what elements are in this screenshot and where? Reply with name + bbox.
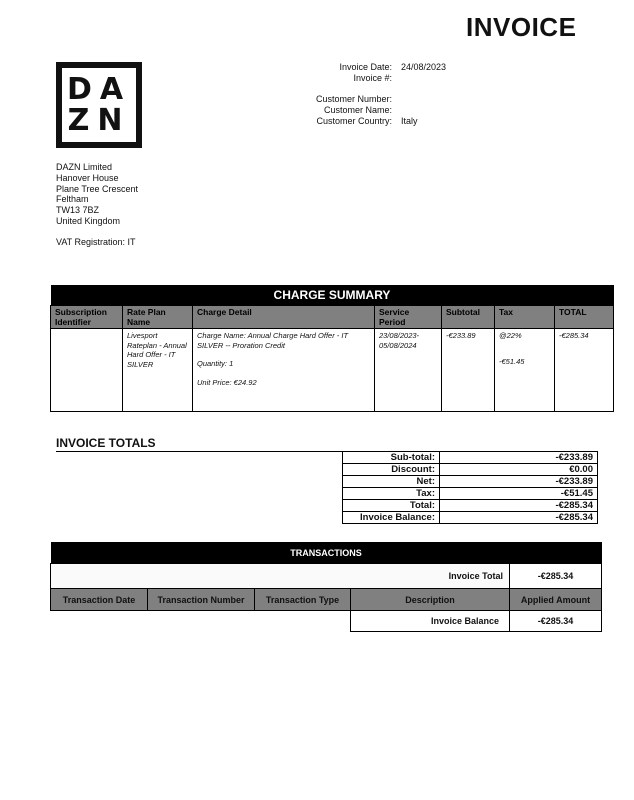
invoice-total-label: Invoice Total: [351, 564, 510, 589]
customer-country-label: Customer Country:: [316, 116, 392, 126]
address-line: Feltham: [56, 194, 89, 205]
col-total: TOTAL: [555, 306, 614, 329]
charge-summary-table: [50, 285, 614, 412]
customer-name-label: Customer Name:: [323, 105, 392, 115]
col-applied-amount: Applied Amount: [510, 589, 602, 611]
totals-label: Total:: [343, 500, 440, 512]
vat-registration: VAT Registration: IT: [56, 237, 136, 247]
col-transaction-number: Transaction Number: [148, 589, 255, 611]
transactions-table: [50, 542, 602, 632]
totals-row: [343, 500, 598, 512]
tax-amount: -€51.45: [499, 356, 525, 366]
col-charge-detail: Charge Detail: [193, 306, 375, 329]
customer-meta: [242, 94, 418, 127]
invoice-number-label: Invoice #:: [353, 73, 392, 83]
charge-name: Charge Name: Annual Charge Hard Offer - IT SILVER -- Proration Credit: [197, 331, 349, 350]
invoice-totals-title: INVOICE TOTALS: [56, 436, 342, 452]
totals-row: [343, 464, 598, 476]
invoice-balance-value: -€285.34: [510, 611, 602, 632]
service-period-cell: 23/08/2023-05/08/2024: [375, 329, 442, 412]
totals-row: [343, 476, 598, 488]
invoice-date-value: 24/08/2023: [401, 62, 447, 72]
col-subtotal: Subtotal: [442, 306, 495, 329]
logo-line-1: DA: [66, 72, 132, 107]
transactions-title: TRANSACTIONS: [51, 542, 602, 564]
tax-rate: @22%: [499, 331, 522, 340]
totals-label: Invoice Balance:: [343, 512, 440, 524]
col-subscription-identifier: Subscription Identifier: [51, 306, 123, 329]
totals-value: -€233.89: [440, 476, 598, 488]
address-line: TW13 7BZ: [56, 205, 100, 216]
totals-value: €0.00: [440, 464, 598, 476]
address-line: DAZN Limited: [56, 162, 113, 172]
col-transaction-type: Transaction Type: [255, 589, 351, 611]
address-line: Plane Tree Crescent: [56, 183, 139, 194]
address-line: United Kingdom: [56, 215, 121, 226]
col-service-period: Service Period: [375, 306, 442, 329]
customer-number-label: Customer Number:: [315, 94, 392, 104]
logo-line-2: ZN: [67, 103, 131, 138]
invoice-totals-table: [342, 451, 598, 524]
totals-value: -€233.89: [440, 452, 598, 464]
totals-value: -€285.34: [440, 512, 598, 524]
totals-label: Net:: [343, 476, 440, 488]
invoice-meta: [242, 62, 446, 84]
totals-row: [343, 488, 598, 500]
invoice-total-value: -€285.34: [510, 564, 602, 589]
totals-label: Sub-total:: [343, 452, 440, 464]
col-tax: Tax: [495, 306, 555, 329]
rate-plan-cell: Livesport Rateplan - Annual Hard Offer - IT SILVER: [123, 329, 193, 412]
totals-value: -€51.45: [440, 488, 598, 500]
tax-cell: [495, 329, 555, 412]
subtotal-cell: -€233.89: [442, 329, 495, 412]
quantity: Quantity: 1: [197, 359, 234, 368]
totals-value: -€285.34: [440, 500, 598, 512]
invoice-balance-label: Invoice Balance: [351, 611, 510, 632]
invoice-date-label: Invoice Date:: [339, 62, 392, 72]
totals-row: [343, 452, 598, 464]
invoice-title: INVOICE: [466, 12, 577, 42]
totals-row: [343, 512, 598, 524]
col-description: Description: [351, 589, 510, 611]
totals-label: Tax:: [343, 488, 440, 500]
company-address: [56, 162, 138, 227]
address-line: Hanover House: [56, 172, 119, 183]
charge-detail-cell: [193, 329, 375, 412]
dazn-logo: [56, 62, 142, 148]
charge-summary-title: CHARGE SUMMARY: [51, 285, 614, 306]
total-cell: -€285.34: [555, 329, 614, 412]
unit-price: Unit Price: €24.92: [197, 377, 257, 387]
subscription-identifier-cell: [51, 329, 123, 412]
col-rate-plan-name: Rate Plan Name: [123, 306, 193, 329]
table-row: [51, 329, 614, 412]
customer-country-value: Italy: [401, 116, 418, 126]
col-transaction-date: Transaction Date: [51, 589, 148, 611]
totals-label: Discount:: [343, 464, 440, 476]
